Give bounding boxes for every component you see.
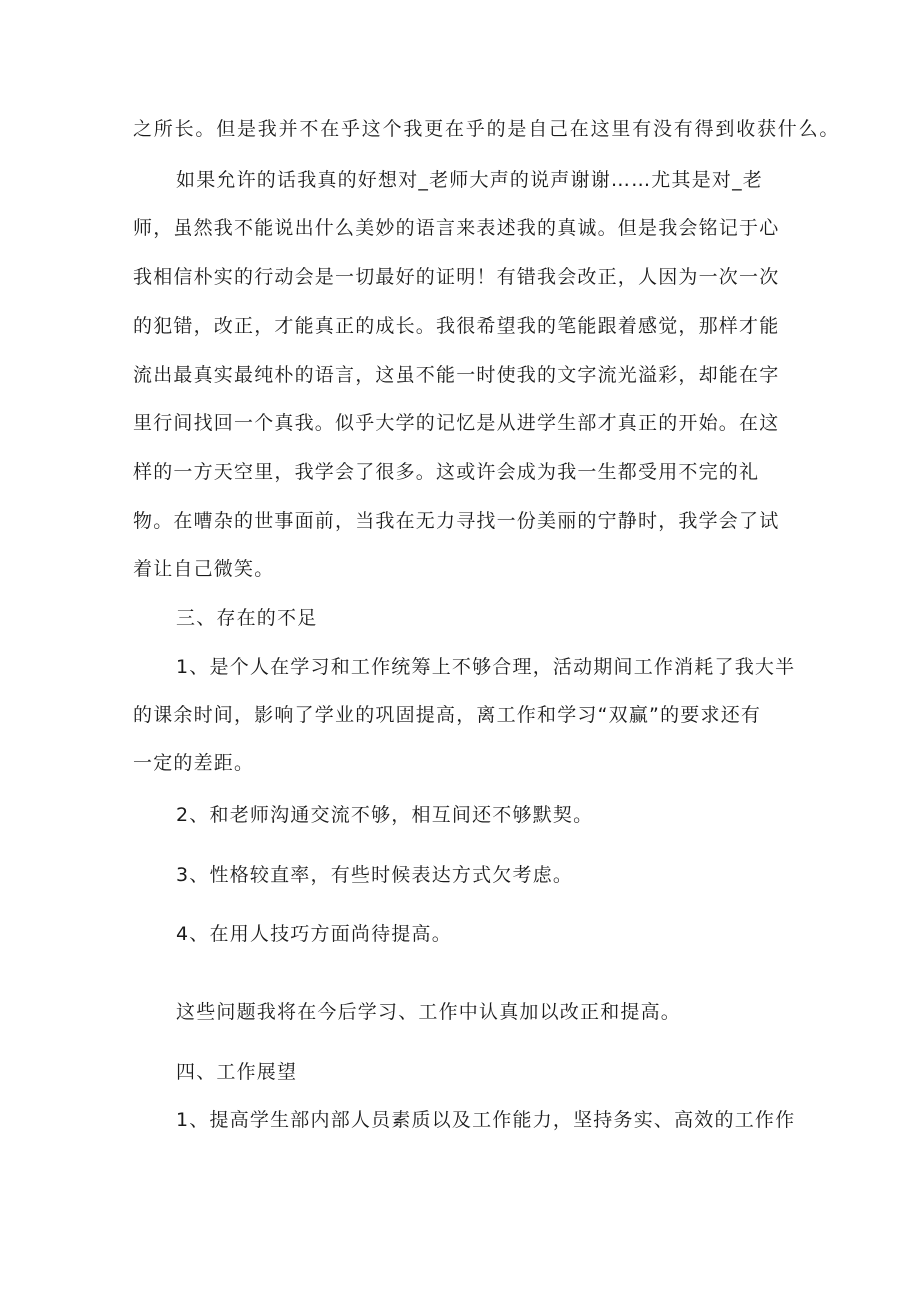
text-line: 物。在嘈杂的世事面前，当我在无力寻找一份美丽的宁静时，我学会了试 <box>133 510 780 532</box>
text-line: 如果允许的话我真的好想对_老师大声的说声谢谢……尤其是对_老 <box>176 169 764 191</box>
list-item: 2、和老师沟通交流不够，相互间还不够默契。 <box>176 804 594 826</box>
section-heading: 三、存在的不足 <box>176 607 318 629</box>
text-line: 里行间找回一个真我。似乎大学的记忆是从进学生部才真正的开始。在这 <box>133 412 780 434</box>
text-line: 一定的差距。 <box>133 752 255 774</box>
list-item: 3、性格较直率，有些时候表达方式欠考虑。 <box>176 864 574 886</box>
text-line: 之所长。但是我并不在乎这个我更在乎的是自己在这里有没有得到收获什么。 <box>133 118 841 140</box>
list-item: 1、是个人在学习和工作统筹上不够合理，活动期间工作消耗了我大半 <box>176 656 796 678</box>
text-line: 的犯错，改正，才能真正的成长。我很希望我的笔能跟着感觉，那样才能 <box>133 315 780 337</box>
section-heading: 四、工作展望 <box>176 1061 298 1083</box>
list-item: 4、在用人技巧方面尚待提高。 <box>176 923 452 945</box>
text-line: 流出最真实最纯朴的语言，这虽不能一时使我的文字流光溢彩，却能在字 <box>133 364 780 386</box>
text-line: 的课余时间，影响了学业的巩固提高，离工作和学习“双赢”的要求还有 <box>133 704 762 726</box>
text-line: 这些问题我将在今后学习、工作中认真加以改正和提高。 <box>176 1001 682 1023</box>
text-line: 师，虽然我不能说出什么美妙的语言来表述我的真诚。但是我会铭记于心 <box>133 217 780 239</box>
text-line: 着让自己微笑。 <box>133 558 275 580</box>
list-item: 1、提高学生部内部人员素质以及工作能力，坚持务实、高效的工作作 <box>176 1109 796 1131</box>
text-line: 我相信朴实的行动会是一切最好的证明！有错我会改正，人因为一次一次 <box>133 266 780 288</box>
text-line: 样的一方天空里，我学会了很多。这或许会成为我一生都受用不完的礼 <box>133 461 760 483</box>
